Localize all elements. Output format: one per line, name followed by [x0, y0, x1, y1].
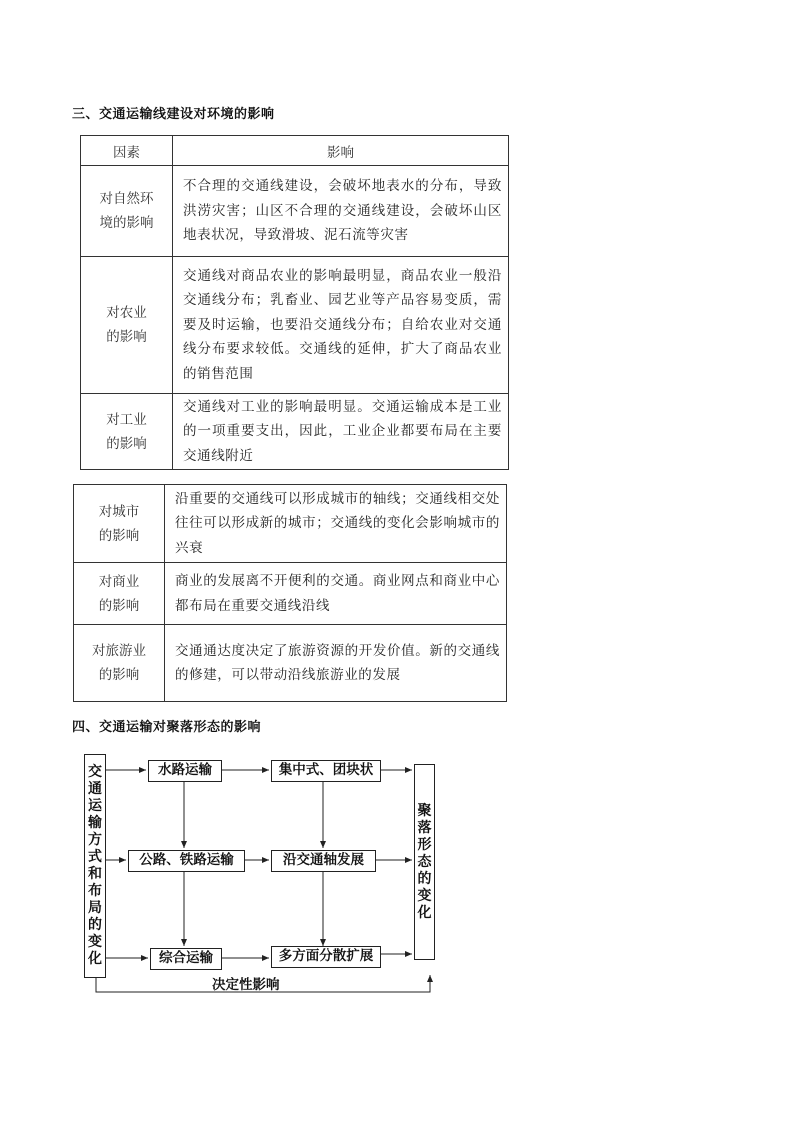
table-row — [74, 563, 507, 625]
effect-cell: 交通线对商品农业的影响最明显，商品农业一般沿交通线分布；乳畜业、园艺业等产品容易变质，需要及时运输，也要沿交通线分布；自给农业对交通线分布要求较低。交通线的延伸，扩大了商品农业的销售范围 — [173, 257, 509, 394]
factor-cell: 对城市 的影响 — [74, 485, 165, 563]
header-factor: 因素 — [81, 136, 173, 166]
box-integrated-transport: 综合运输 — [150, 948, 222, 970]
table-header-row — [81, 136, 509, 166]
transport-change-label: 交 通 运 输 方 式 和 布 局 的 变 化 — [84, 754, 106, 978]
table-row — [74, 625, 507, 702]
factor-cell: 对农业 的影响 — [81, 257, 173, 394]
effect-cell: 交通线对工业的影响最明显。交通运输成本是工业的一项重要支出，因此，工业企业都要布局在主要交通线附近 — [173, 394, 509, 470]
impact-table-part1 — [80, 135, 509, 470]
settlement-change-label: 聚 落 形 态 的 变 化 — [414, 764, 435, 960]
decisive-influence-caption: 决定性影响 — [212, 977, 280, 993]
effect-cell: 交通通达度决定了旅游资源的开发价值。新的交通线的修建，可以带动沿线旅游业的发展 — [165, 625, 507, 702]
factor-cell: 对工业 的影响 — [81, 394, 173, 470]
diagram-connectors — [80, 748, 442, 996]
effect-cell: 沿重要的交通线可以形成城市的轴线；交通线相交处往往可以形成新的城市；交通线的变化会影响城市的兴衰 — [165, 485, 507, 563]
box-axis-development: 沿交通轴发展 — [271, 850, 376, 872]
table-row — [81, 257, 509, 394]
effect-cell: 商业的发展离不开便利的交通。商业网点和商业中心都布局在重要交通线沿线 — [165, 563, 507, 625]
table-row — [74, 485, 507, 563]
table-row — [81, 394, 509, 470]
box-concentrated-form: 集中式、团块状 — [271, 760, 381, 782]
effect-cell: 不合理的交通线建设，会破坏地表水的分布，导致洪涝灾害；山区不合理的交通线建设，会破坏山区地表状况，导致滑坡、泥石流等灾害 — [173, 166, 509, 257]
settlement-flow-diagram — [80, 748, 442, 996]
box-dispersed-expansion: 多方面分散扩展 — [271, 946, 381, 968]
impact-table-part2 — [73, 484, 507, 702]
factor-cell: 对自然环 境的影响 — [81, 166, 173, 257]
table-row — [81, 166, 509, 257]
factor-cell: 对旅游业 的影响 — [74, 625, 165, 702]
box-road-rail-transport: 公路、铁路运输 — [128, 850, 245, 872]
factor-cell: 对商业 的影响 — [74, 563, 165, 625]
section-heading-environment: 三、交通运输线建设对环境的影响 — [72, 107, 275, 122]
section-heading-settlement: 四、交通运输对聚落形态的影响 — [72, 720, 262, 735]
box-water-transport: 水路运输 — [148, 760, 222, 782]
header-effect: 影响 — [173, 136, 509, 166]
